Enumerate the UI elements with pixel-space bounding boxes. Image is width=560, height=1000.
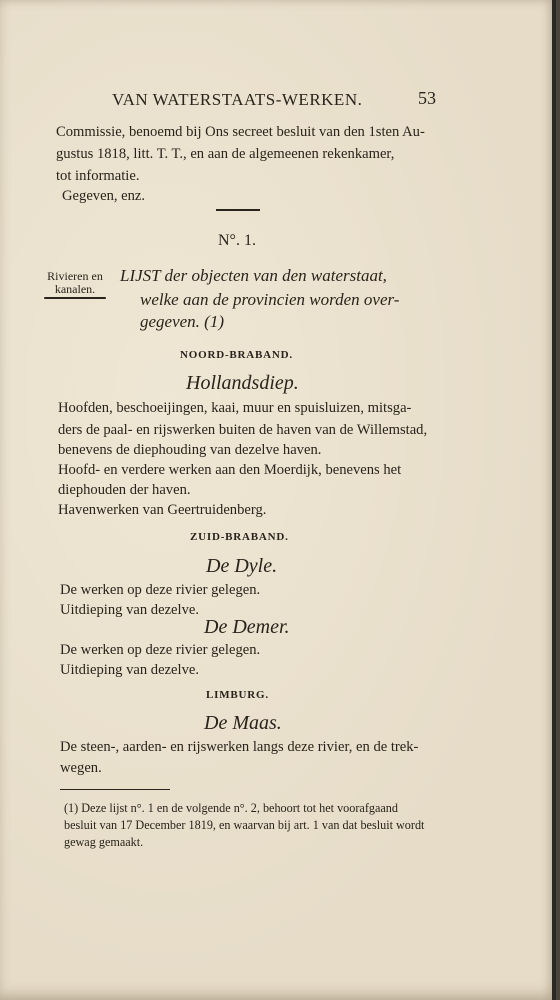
book-spine [552,0,556,1000]
margin-note-line-2: kanalen. [54,282,96,296]
footnote-line-1: (1) Deze lijst n°. 1 en de volgende n°. 2, behoort tot het voorafgaand [64,801,398,815]
margin-note [40,270,110,296]
water-heading-maas: De Maas. [204,712,282,734]
intro-line-1: Commissie, benoemd bij Ons secreet besluit van den 1sten Au- [56,124,425,140]
footnote-line-2: besluit van 17 December 1819, en waarvan bij art. 1 van dat besluit wordt [64,818,425,832]
footnote-line-3: gewag gemaakt. [64,835,144,849]
footnote-rule [60,789,170,790]
intro-line-3: tot informatie. [56,168,140,184]
body-line: De werken op deze rivier gelegen. [60,582,261,598]
body-line: Hoofd- en verdere werken aan den Moerdijk, benevens het [58,462,402,478]
body-line: Uitdieping van dezelve. [60,602,199,618]
body-line: diephouden der haven. [58,482,191,498]
intro-line-2: gustus 1818, litt. T. T., en aan de algemeenen rekenkamer, [56,146,395,162]
body-line: benevens de diephouding van dezelve haven. [58,442,322,458]
section-divider [216,209,260,211]
body-line: De werken op deze rivier gelegen. [60,642,261,658]
page-number: 53 [418,88,436,108]
number-heading: N°. 1. [218,232,256,249]
running-header: VAN WATERSTAATS-WERKEN. [112,90,363,109]
province-heading-noord-brabant: NOORD-BRABAND. [180,349,293,361]
body-line: Hoofden, beschoeijingen, kaai, muur en spuisluizen, mitsga- [58,400,412,416]
water-heading-hollandsdiep: Hollandsdiep. [186,372,299,394]
water-heading-dyle: De Dyle. [206,555,278,577]
province-heading-limburg: LIMBURG. [206,689,269,701]
list-title-line-1: LIJST der objecten van den waterstaat, [120,266,387,285]
body-line: Uitdieping van dezelve. [60,662,199,678]
water-heading-demer: De Demer. [204,616,290,638]
margin-note-flourish [44,297,106,299]
list-title-line-2: welke aan de provincien worden over- [140,290,400,309]
intro-closing: Gegeven, enz. [62,188,146,204]
body-line: ders de paal- en rijswerken buiten de haven van de Willemstad, [58,422,428,438]
list-title-line-3: gegeven. (1) [140,312,225,331]
margin-note-line-1: Rivieren en [47,269,103,283]
body-line: De steen-, aarden- en rijswerken langs deze rivier, en de trek- [60,739,419,755]
body-line: wegen. [60,760,102,776]
province-heading-zuid-brabant: ZUID-BRABAND. [190,531,289,543]
body-line: Havenwerken van Geertruidenberg. [58,502,267,518]
